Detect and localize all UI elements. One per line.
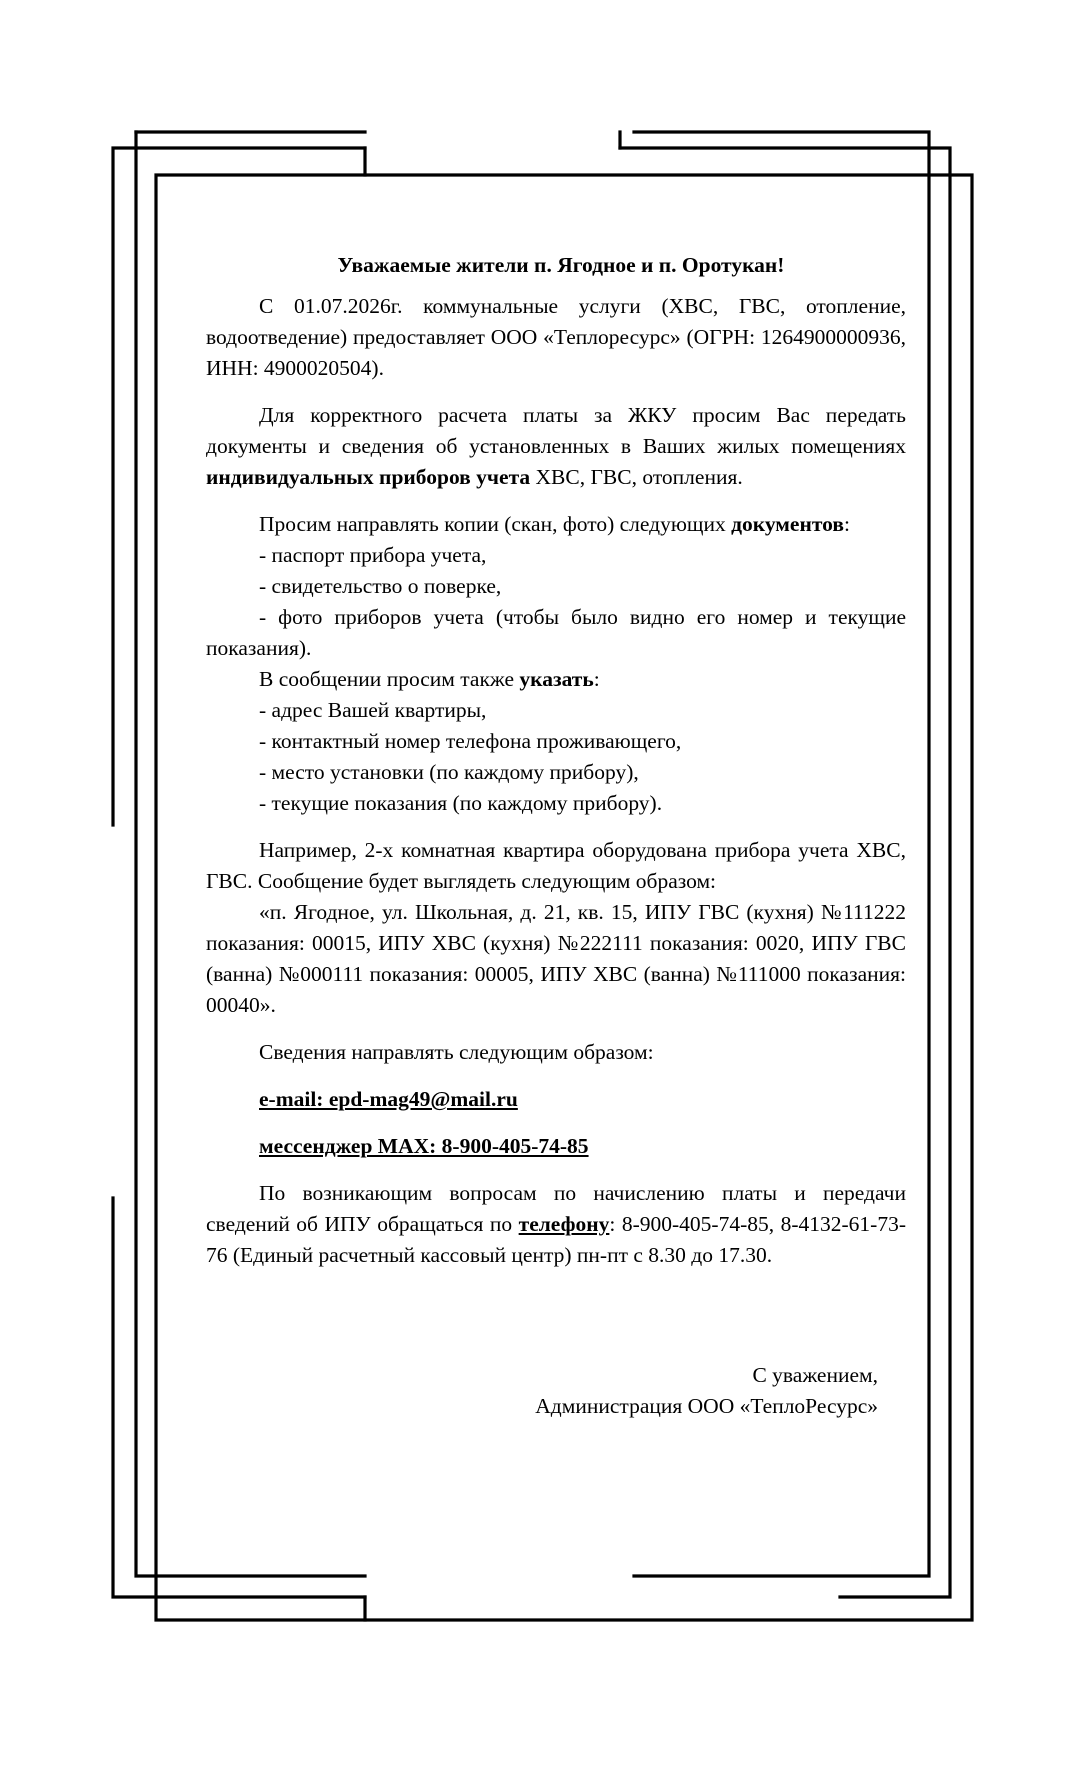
paragraph-questions: [206, 1178, 906, 1271]
questions-start: По возникающим вопросам по начислению платы и передачи сведений об ИПУ обращаться по: [206, 1181, 906, 1236]
specify-intro: [206, 664, 906, 695]
signature-block: [400, 1360, 878, 1422]
questions-bold: телефону: [518, 1212, 610, 1236]
list-item: - свидетельство о поверке,: [259, 574, 502, 598]
closing-text: С уважением,: [752, 1363, 878, 1387]
specify-intro-end: :: [593, 667, 600, 691]
docs-intro: [206, 509, 906, 540]
paragraph-request-documents: [206, 400, 906, 493]
para2-end: ХВС, ГВС, отопления.: [530, 465, 743, 489]
docs-intro-bold: документов: [731, 512, 844, 536]
para2-bold: индивидуальных приборов учета: [206, 465, 531, 489]
paragraph-service-provider: С 01.07.2026г. коммунальные услуги (ХВС, ГВС, отопление, водоотведение) предоставляет ООО «Теплоресурс» (ОГРН: 1264900000936, ИНН: 4900020504).: [206, 294, 906, 380]
list-item: - место установки (по каждому прибору),: [259, 760, 639, 784]
list-item: - фото приборов учета (чтобы было видно его номер и текущие показания).: [206, 605, 906, 660]
signature-text: Администрация ООО «ТеплоРесурс»: [535, 1394, 878, 1418]
notice-body: [206, 250, 906, 1271]
list-item: - текущие показания (по каждому прибору).: [259, 791, 663, 815]
para2-start: Для корректного расчета платы за ЖКУ просим Вас передать документы и сведения об установленных в Ваших жилых помещениях: [206, 403, 906, 458]
list-item: - адрес Вашей квартиры,: [259, 698, 487, 722]
list-item: - паспорт прибора учета,: [259, 543, 487, 567]
send-intro: Сведения направлять следующим образом:: [259, 1040, 654, 1064]
example-text: «п. Ягодное, ул. Школьная, д. 21, кв. 15, ИПУ ГВС (кухня) №111222 показания: 00015, ИПУ ХВС (кухня) №222111 показания: 0020, ИПУ ГВС (ванна) №000111 показания: 00005, ИПУ ХВС (ванна) №111000 показания: 00040».: [206, 900, 906, 1017]
messenger-contact[interactable]: мессенджер МАХ: 8-900-405-74-85: [259, 1134, 589, 1158]
specify-intro-start: В сообщении просим также: [259, 667, 520, 691]
questions-end: : 8-900-405-74-85, 8-4132-61-73-76 (Единый расчетный кассовый центр) пн-пт с 8.30 до 17.30.: [206, 1212, 906, 1267]
docs-intro-start: Просим направлять копии (скан, фото) следующих: [259, 512, 732, 536]
specify-intro-bold: указать: [519, 667, 594, 691]
docs-intro-end: :: [843, 512, 850, 536]
email-link[interactable]: e-mail: epd-mag49@mail.ru: [259, 1087, 518, 1111]
list-item: - контактный номер телефона проживающего,: [259, 729, 682, 753]
example-intro: Например, 2-х комнатная квартира оборудована прибора учета ХВС, ГВС. Сообщение будет выглядеть следующим образом:: [206, 838, 906, 893]
notice-title: Уважаемые жители п. Ягодное и п. Оротукан!: [337, 253, 785, 277]
